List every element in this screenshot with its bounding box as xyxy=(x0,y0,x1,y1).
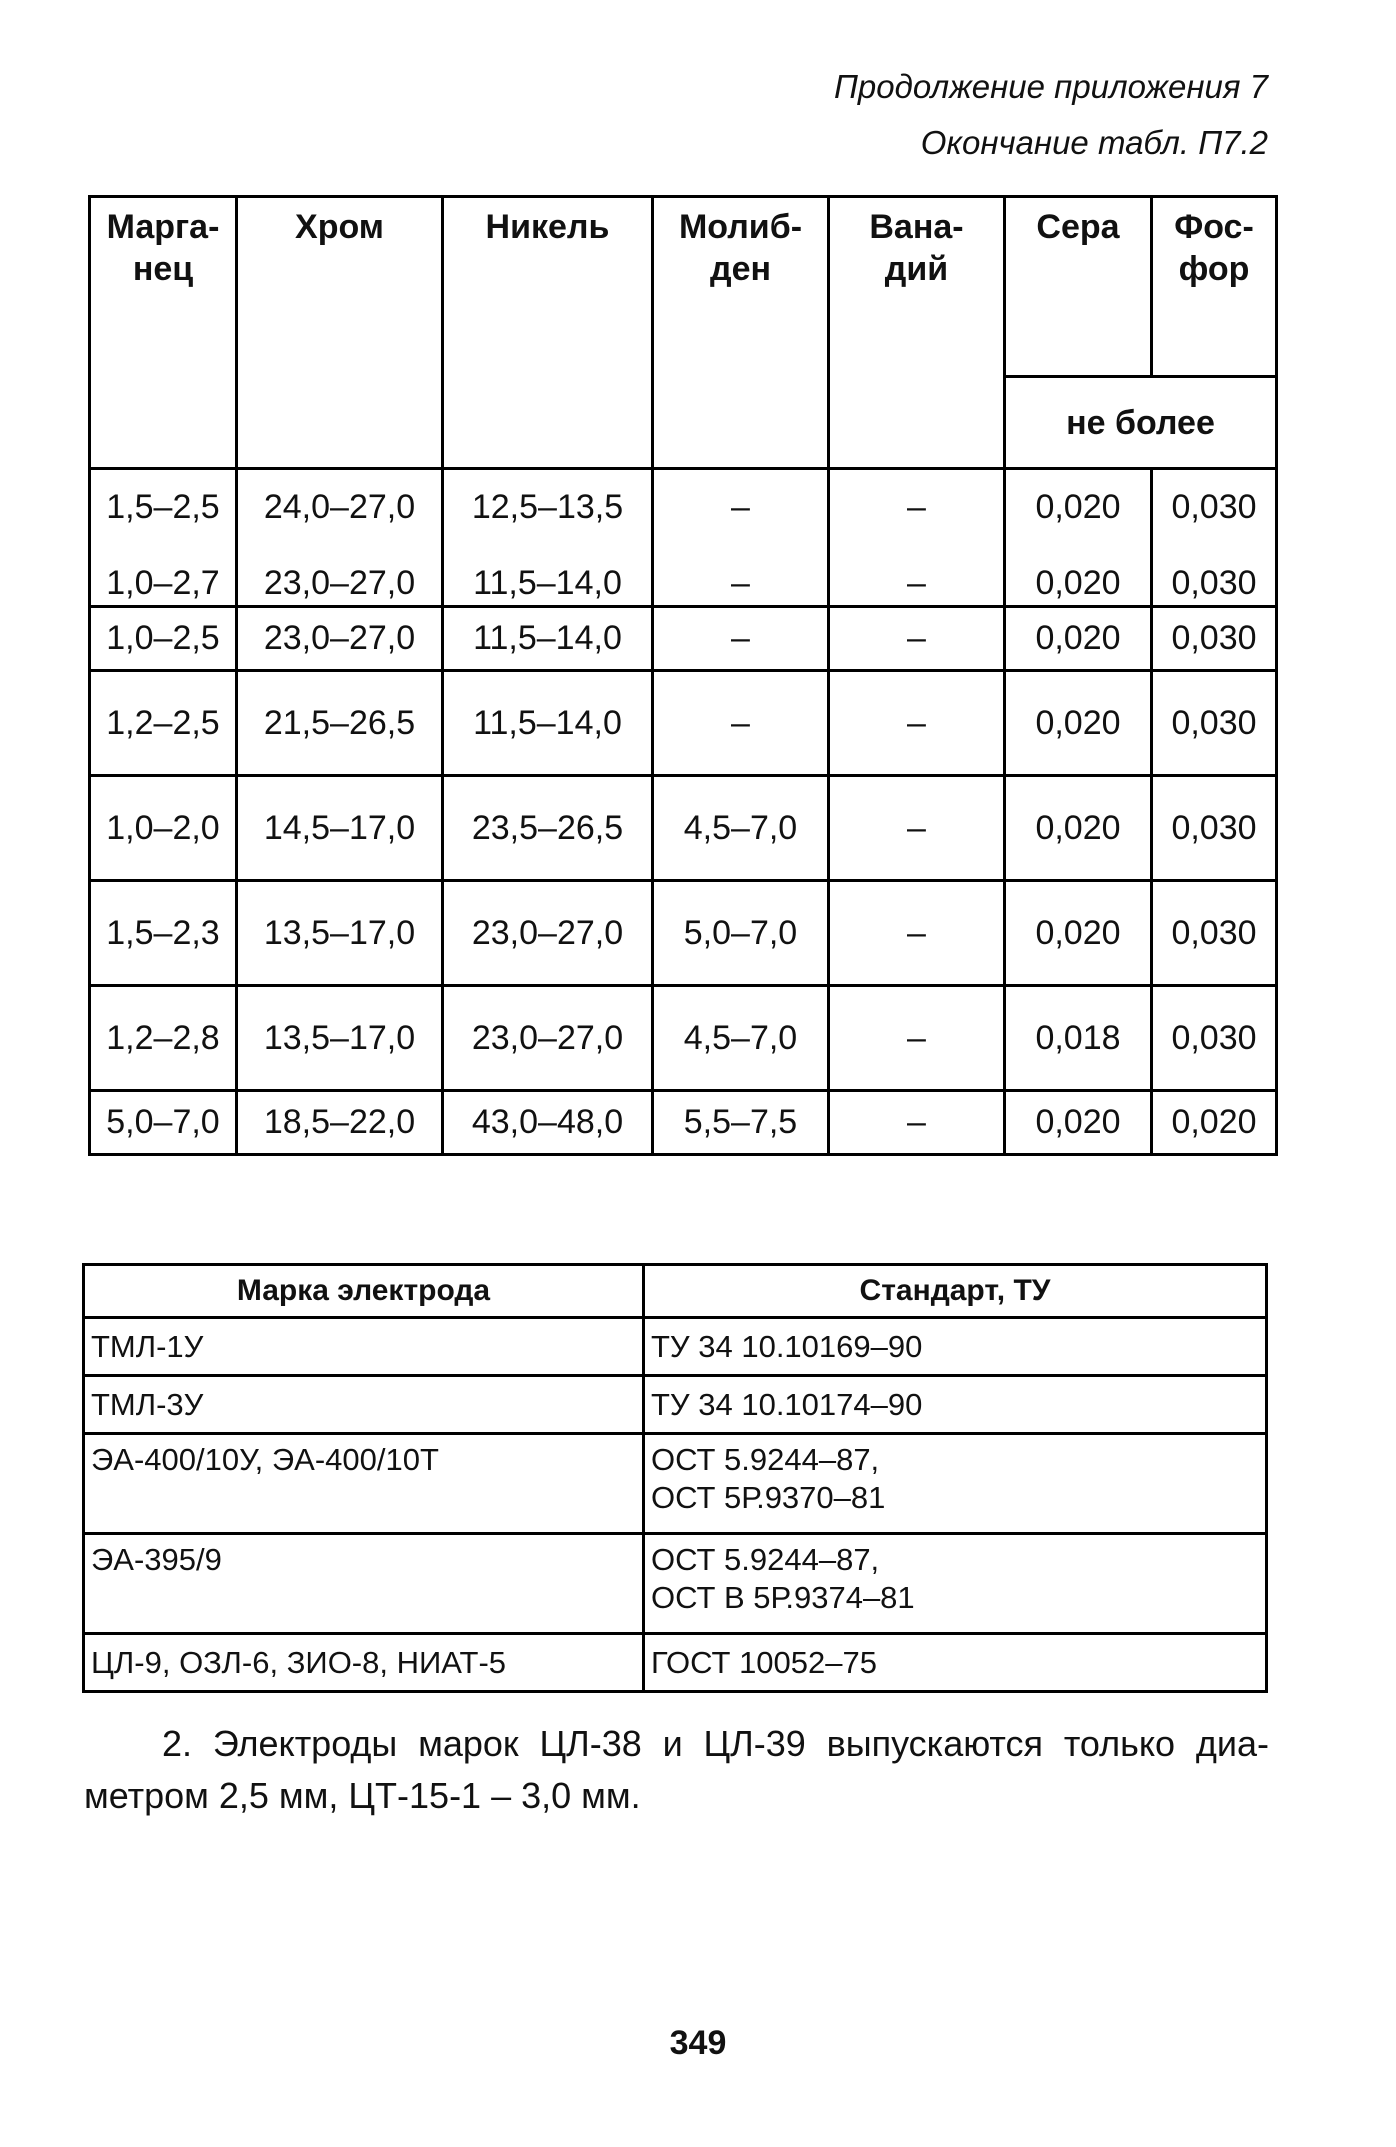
table-row xyxy=(84,1634,1267,1692)
standard-cell: ОСТ 5.9244–87, ОСТ В 5Р.9374–81 xyxy=(644,1534,1267,1634)
table-cell: 12,5–13,5 xyxy=(443,469,653,545)
table-row xyxy=(84,1534,1267,1634)
standard-cell: ТУ 34 10.10169–90 xyxy=(644,1318,1267,1376)
table-cell: – xyxy=(653,671,829,776)
col-header-electrode-brand: Марка электрода xyxy=(84,1265,644,1318)
table-cell: 11,5–14,0 xyxy=(443,545,653,607)
standard-cell: ГОСТ 10052–75 xyxy=(644,1634,1267,1692)
header-continuation: Продолжение приложения 7 xyxy=(833,68,1268,105)
table-cell: 0,020 xyxy=(1005,469,1152,545)
table-row xyxy=(90,776,1277,881)
table-cell: 1,5–2,5 xyxy=(90,469,237,545)
table-row xyxy=(84,1376,1267,1434)
table-cell: 0,030 xyxy=(1152,469,1277,545)
table-cell: 0,020 xyxy=(1005,776,1152,881)
table-cell: 18,5–22,0 xyxy=(237,1091,443,1155)
table-row xyxy=(90,1091,1277,1155)
table-row xyxy=(84,1434,1267,1534)
table-cell: 4,5–7,0 xyxy=(653,986,829,1091)
electrode-brand-cell: ТМЛ-1У xyxy=(84,1318,644,1376)
table-cell: 23,0–27,0 xyxy=(443,986,653,1091)
col-header-phosphorus: Фос- фор xyxy=(1152,197,1277,377)
col-header-sulfur: Сера xyxy=(1005,197,1152,377)
table-cell: 0,020 xyxy=(1005,545,1152,607)
table-cell: 14,5–17,0 xyxy=(237,776,443,881)
electrode-brand-cell: ЭА-395/9 xyxy=(84,1534,644,1634)
table-cell: 13,5–17,0 xyxy=(237,986,443,1091)
standard-cell: ОСТ 5.9244–87, ОСТ 5Р.9370–81 xyxy=(644,1434,1267,1534)
electrode-brand-cell: ЦЛ-9, ОЗЛ-6, ЗИО-8, НИАТ-5 xyxy=(84,1634,644,1692)
table-cell: – xyxy=(829,776,1005,881)
table-cell: – xyxy=(829,986,1005,1091)
table-cell: 5,0–7,0 xyxy=(90,1091,237,1155)
subheader-max: не более xyxy=(1005,377,1277,469)
table-cell: 43,0–48,0 xyxy=(443,1091,653,1155)
table-cell: 1,0–2,5 xyxy=(90,607,237,671)
table-cell: 0,030 xyxy=(1152,545,1277,607)
col-header-nickel: Никель xyxy=(443,197,653,469)
table-cell: 0,020 xyxy=(1005,881,1152,986)
table-cell: – xyxy=(829,671,1005,776)
table-cell: 1,0–2,7 xyxy=(90,545,237,607)
footnote xyxy=(84,1718,1269,1822)
col-header-vanadium: Вана- дий xyxy=(829,197,1005,469)
table-cell: 0,020 xyxy=(1005,1091,1152,1155)
table-cell: 4,5–7,0 xyxy=(653,776,829,881)
table-cell: – xyxy=(653,545,829,607)
electrode-standards-table xyxy=(82,1263,1268,1693)
table-cell: – xyxy=(653,469,829,545)
table-cell: – xyxy=(829,469,1005,545)
table-row xyxy=(90,986,1277,1091)
col-header-standard: Стандарт, ТУ xyxy=(644,1265,1267,1318)
table-cell: 1,2–2,5 xyxy=(90,671,237,776)
table-row xyxy=(90,881,1277,986)
table-cell: 23,0–27,0 xyxy=(237,607,443,671)
table-cell: – xyxy=(653,607,829,671)
table-row xyxy=(90,671,1277,776)
col-header-chromium: Хром xyxy=(237,197,443,469)
table-cell: 0,030 xyxy=(1152,986,1277,1091)
table-cell: 11,5–14,0 xyxy=(443,607,653,671)
table-cell: 21,5–26,5 xyxy=(237,671,443,776)
table-cell: 1,5–2,3 xyxy=(90,881,237,986)
table-cell: 23,0–27,0 xyxy=(443,881,653,986)
electrode-brand-cell: ТМЛ-3У xyxy=(84,1376,644,1434)
col-header-manganese: Марга- нец xyxy=(90,197,237,469)
table-cell: 1,2–2,8 xyxy=(90,986,237,1091)
col-header-molybdenum: Молиб- ден xyxy=(653,197,829,469)
table-cell: 0,030 xyxy=(1152,881,1277,986)
table-cell: 11,5–14,0 xyxy=(443,671,653,776)
table-cell: 0,030 xyxy=(1152,607,1277,671)
table-cell: 13,5–17,0 xyxy=(237,881,443,986)
table-cell: – xyxy=(829,545,1005,607)
table-cell: – xyxy=(829,607,1005,671)
header-table-end: Окончание табл. П7.2 xyxy=(920,124,1268,161)
table-cell: 0,020 xyxy=(1005,607,1152,671)
table-cell: 0,020 xyxy=(1005,671,1152,776)
table-row xyxy=(90,545,1277,607)
table-cell: 0,018 xyxy=(1005,986,1152,1091)
table-cell: – xyxy=(829,1091,1005,1155)
table-cell: 0,030 xyxy=(1152,776,1277,881)
table-cell: 1,0–2,0 xyxy=(90,776,237,881)
table-row xyxy=(90,607,1277,671)
table-cell: 5,0–7,0 xyxy=(653,881,829,986)
electrode-brand-cell: ЭА-400/10У, ЭА-400/10Т xyxy=(84,1434,644,1534)
table-cell: 23,0–27,0 xyxy=(237,545,443,607)
table-cell: 0,030 xyxy=(1152,671,1277,776)
table-row xyxy=(84,1318,1267,1376)
table-cell: 5,5–7,5 xyxy=(653,1091,829,1155)
footnote-line-2: метром 2,5 мм, ЦТ-15-1 – 3,0 мм. xyxy=(84,1775,641,1816)
table-row xyxy=(90,469,1277,545)
composition-table xyxy=(88,195,1278,1156)
table-cell: 0,020 xyxy=(1152,1091,1277,1155)
footnote-line-1: 2. Электроды марок ЦЛ-38 и ЦЛ-39 выпускаются только диа- xyxy=(162,1723,1269,1764)
table-cell: 23,5–26,5 xyxy=(443,776,653,881)
table-cell: 24,0–27,0 xyxy=(237,469,443,545)
page-number: 349 xyxy=(669,2024,727,2062)
table-cell: – xyxy=(829,881,1005,986)
standard-cell: ТУ 34 10.10174–90 xyxy=(644,1376,1267,1434)
